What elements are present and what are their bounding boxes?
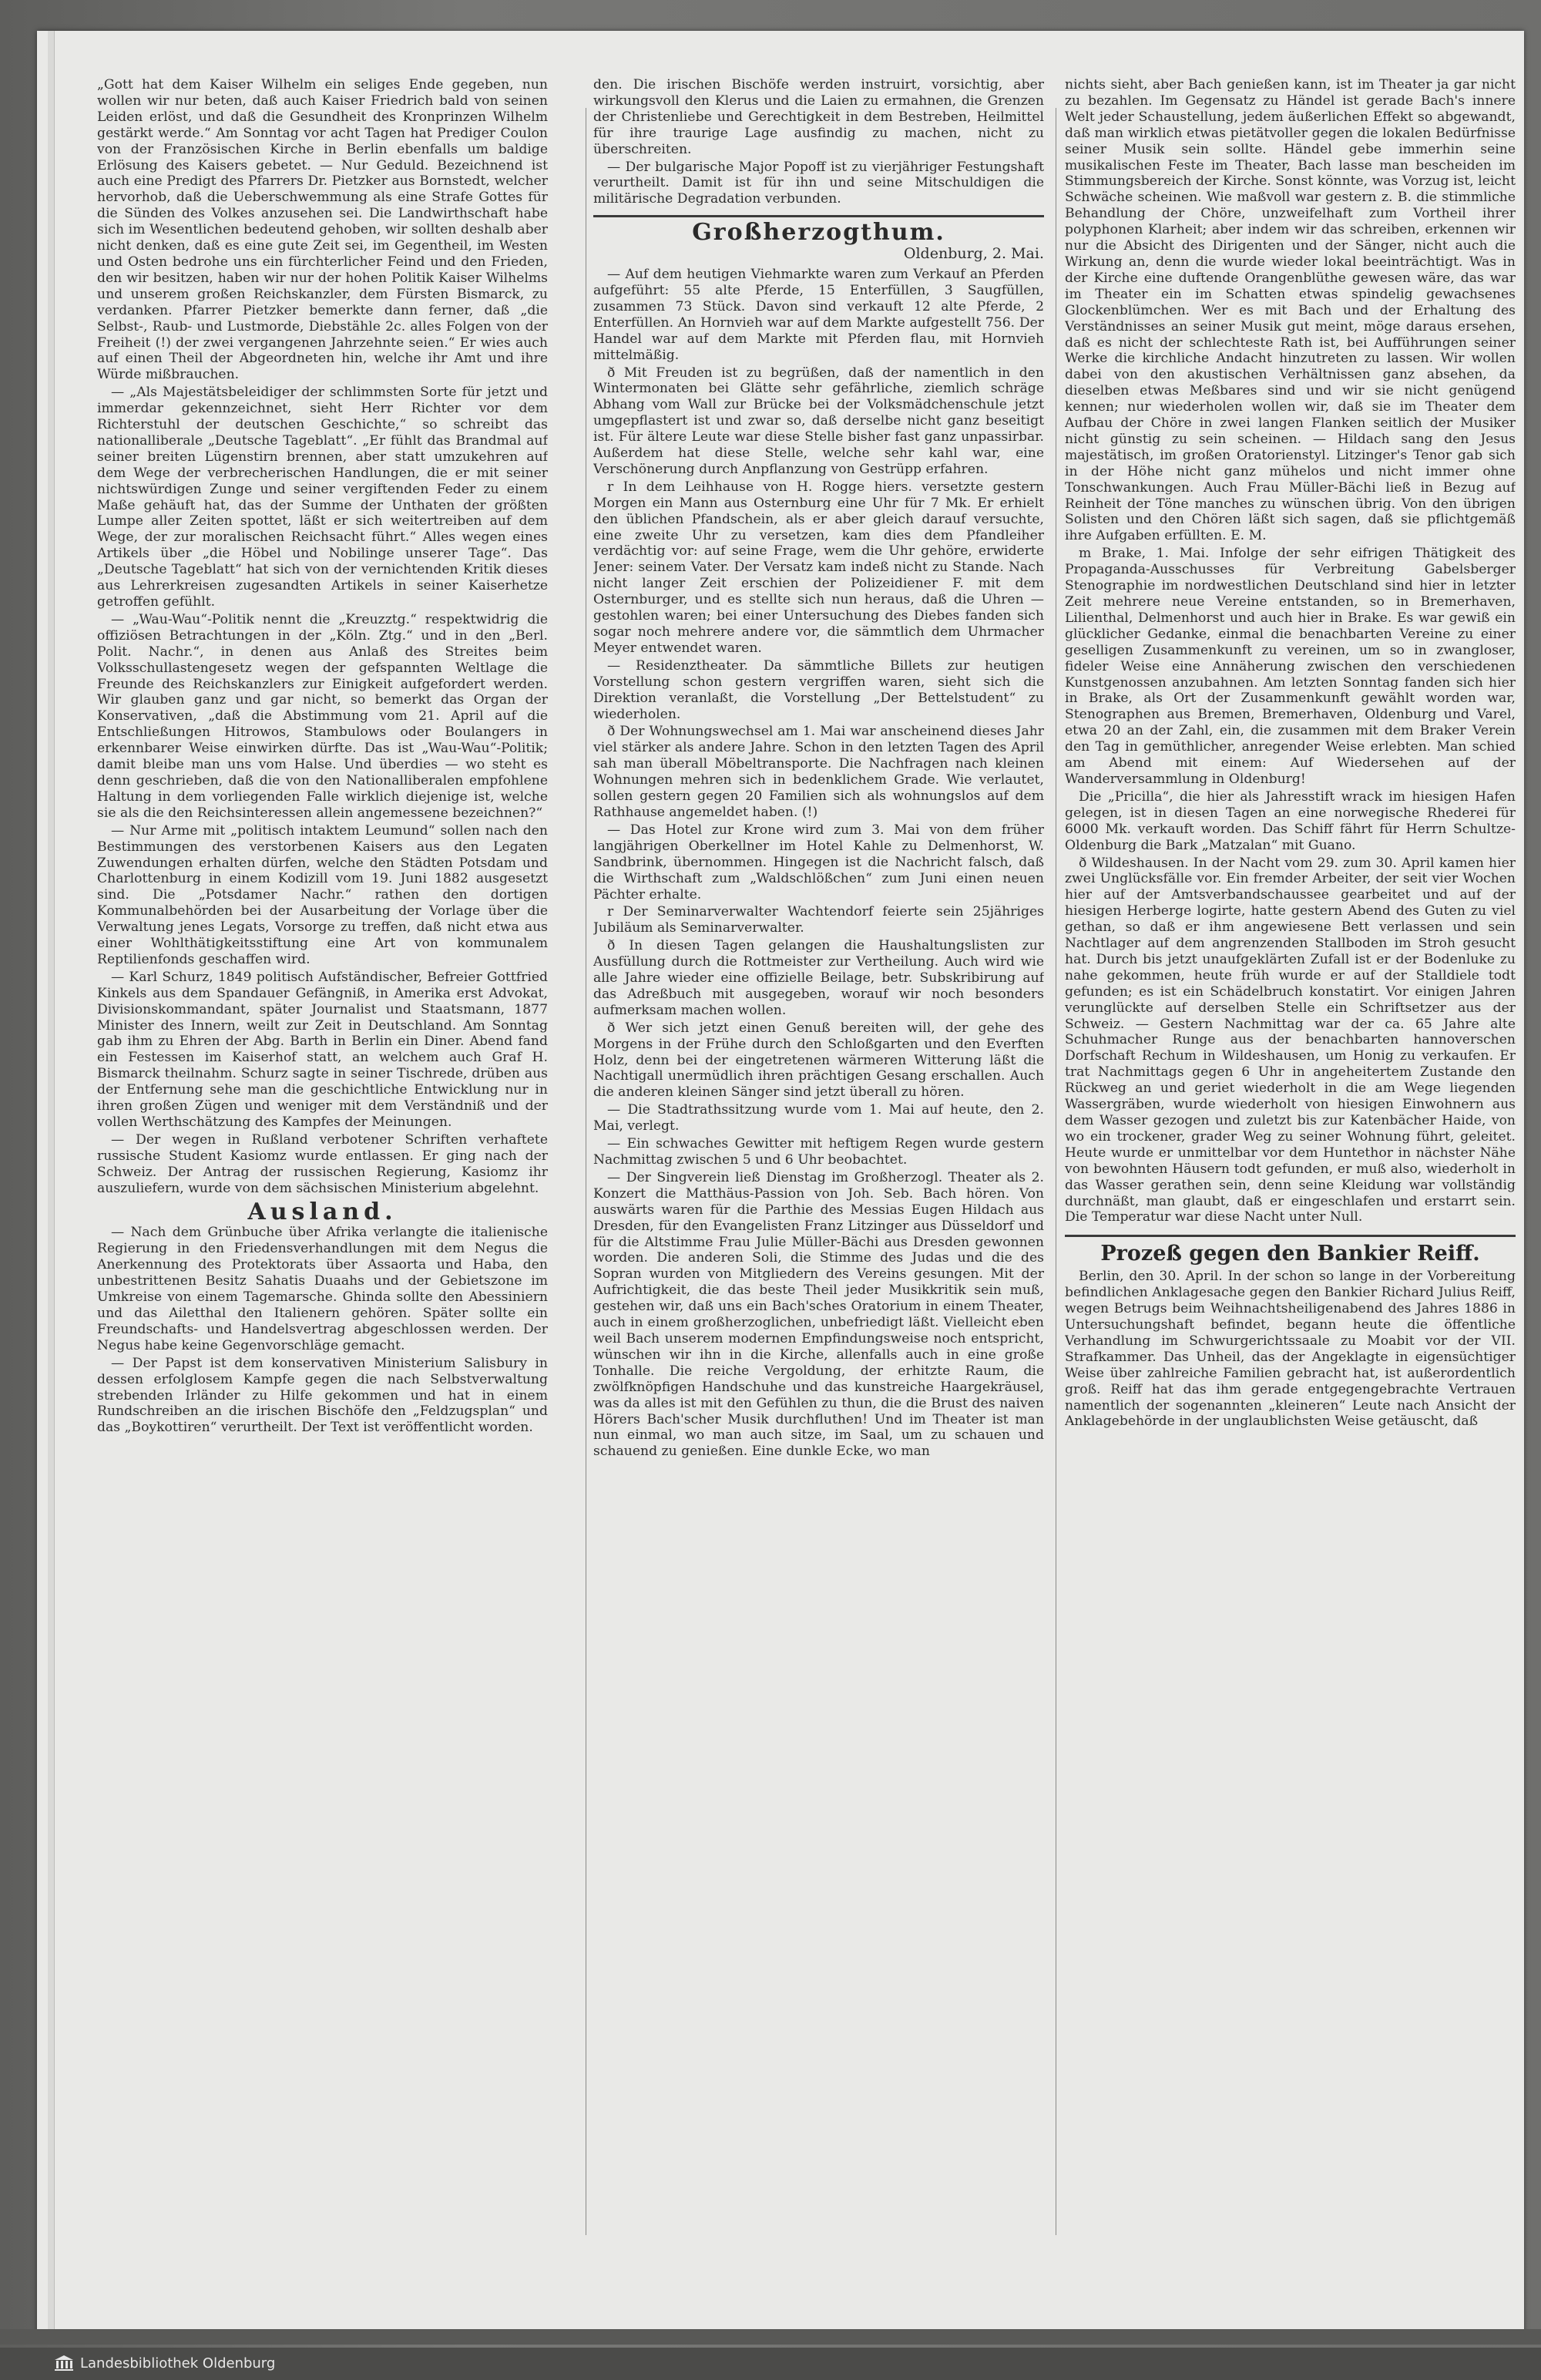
- paragraph: Die „Pricilla“, die hier als Jahresstift wrack im hiesigen Hafen gelegen, ist in diesen Tagen an eine norwegische Rhederei für 6000 Mk. verkauft worden. Das Schiff fährt für Herrn Schultze-Oldenburg die Bark „Matzalan“ mit Guano.: [1065, 788, 1516, 853]
- paragraph: m Brake, 1. Mai. Infolge der sehr eifrigen Thätigkeit des Propaganda-Ausschusses für Verbreitung Gabelsberger Stenographie im nordwestlichen Deutschland sind hier in letzter Zeit mehrere neue Vereine entstanden, so in Bremerhaven, Lilienthal, Delmenhorst und auch hier in Brake. Es war gewiß ein glücklicher Gedanke, einmal die benachbarten Vereine zu einer geselligen Zusammenkunft zu vereinen, um so in zwangloser, fideler Weise eine Annäherung zwischen den verschiedenen Kunstgenossen anzubahnen. Am letzten Sonntag fanden sich hier in Brake, als Ort der Zusammenkunft gewählt worden war, Stenographen aus Bremen, Bremerhaven, Oldenburg und Varel, etwa 20 an der Zahl, ein, die zusammen mit dem Braker Verein den Tag in gemüthlicher, anregender Weise erlebten. Man schied am Abend mit einem: Auf Wiedersehen auf der Wanderversammlung in Oldenburg!: [1065, 546, 1516, 787]
- section-heading-ausland: Ausland.: [247, 1198, 398, 1225]
- paragraph: — „Wau-Wau“-Politik nennt die „Kreuzztg.“ respektwidrig die offiziösen Betrachtungen in der „Köln. Ztg.“ und in den „Berl. Polit. Nachr.“, in denen aus Anlaß des Streites beim Volksschullastengesetz wegen der gefspannten Weltlage die Freunde des Reichskanzlers zur Einigkeit aufgefordert werden. Wir glauben ganz und gar nicht, so bemerkt das Organ der Konservativen, „daß die Abstimmung vom 21. April auf die Entschließungen Hitrowos, Stambulows oder Boulangers in erkennbarer Weise einwirken dürfte. Das ist „Wau-Wau“-Politik; damit bleibe man uns vom Halse. Und überdies — wo steht es denn geschrieben, daß die von den Nationalliberalen empfohlene Haltung in dem vorliegenden Falle wirklich diejenige ist, welche sie als die den Reichsinteressen allein angemessene bezeichnen?“: [97, 611, 548, 821]
- paragraph: nichts sieht, aber Bach genießen kann, ist im Theater ja gar nicht zu bezahlen. Im Gegensatz zu Händel ist gerade Bach's innere Welt jeder Schaustellung, jedem äußerlichen Effekt so abgewandt, daß man wirklich etwas pietätvoller gegen die lokalen Bedürfnisse seiner Musik sein sollte. Händel gebe immerhin seine musikalischen Feste im Theater, Bach lasse man bescheiden im Stimmungsbereich der Kirche. Sonst könnte, was Vorzug ist, leicht Schwäche scheinen. Wie maßvoll war gestern z. B. die stimmliche Behandlung der Chöre, unzweifelhaft zum Vortheil ihrer polyphonen Klarheit; aber indem wir das schreiben, erkennen wir nur die Absicht des Dirigenten und der Sänger, nicht auch die Wirkung an, denn die wurde wieder lokal beeinträchtigt. Was in der Kirche eine duftende Orangenblüthe gewesen wäre, das war im Theater ein im Schatten etwas spindelig gewachsenes Glockenblümchen. Wer es mit Bach und der Erhaltung des Verständnisses an seiner Musik gut meint, möge daraus ersehen, daß es nicht der schlechteste Rath ist, bei Aufführungen seiner Werke die kirchliche Andacht hinzutreten zu lassen. Wir wollen dabei von den akustischen Verhältnissen ganz absehen, da dieselben etwas Meßbares sind und wir sie nicht genügend kennen; nur wiederholen wollen wir, daß sie im Theater dem Aufbau der Chöre in zwei langen Flanken seitlich der Musiker nicht günstig zu sein scheinen. — Hildach sang den Jesus majestätisch, im großen Oratorienstyl. Litzinger's Tenor gab sich in der Höhe nicht ganz mühelos und nicht immer ohne Tonschwankungen. Auch Frau Müller-Bächi ließ in Bezug auf Reinheit der Töne manches zu wünschen übrig. Von den übrigen Solisten und den Chören läßt sich sagen, daß sie pflichtgemäß ihre Aufgaben erfüllten. E. M.: [1065, 77, 1516, 544]
- paragraph: — Auf dem heutigen Viehmarkte waren zum Verkauf an Pferden aufgeführt: 55 alte Pferde, 15 Enterfüllen, 3 Saugfüllen, zusammen 73 Stück. Davon sind verkauft 12 alte Pferde, 2 Enterfüllen. An Hornvieh war auf dem Markte aufgestellt 756. Der Handel war auf dem Markte mit Pferden flau, mit Hornvieh mittelmäßig.: [593, 267, 1044, 363]
- article-rule: [1065, 1235, 1516, 1237]
- paragraph: — Der bulgarische Major Popoff ist zu vierjähriger Festungshaft verurtheilt. Damit ist für ihn und seine Mitschuldigen die militärische Degradation verbunden.: [593, 159, 1044, 207]
- column-1: [97, 77, 548, 2081]
- paragraph: — Nur Arme mit „politisch intaktem Leumund“ sollen nach den Bestimmungen des verstorbenen Kaisers aus den Legaten Zuwendungen erhalten dürfen, welche den Städten Potsdam und Charlottenburg in einem Kodizill vom 19. Juni 1882 ausgesetzt sind. Die „Potsdamer Nachr.“ rathen den dortigen Kommunalbehörden bei der Ausarbeitung der Vorlage über die Verwaltung jenes Legats, Vorsorge zu treffen, daß nicht etwa aus einer Wohlthätigkeitsstiftung eine Art von kommunalem Reptilienfonds geschaffen wird.: [97, 822, 548, 967]
- paragraph: ð Der Wohnungswechsel am 1. Mai war anscheinend dieses Jahr viel stärker als andere Jahre. Schon in den letzten Tagen des April sah man überall Möbeltransporte. Die Nachfragen nach kleinen Wohnungen mehren sich in bedenklichem Grade. Wie verlautet, sollen gestern gegen 20 Familien sich als wohnungslos auf dem Rathhause angemeldet haben. (!): [593, 724, 1044, 820]
- paragraph: ð Wer sich jetzt einen Genuß bereiten will, der gehe des Morgens in der Frühe durch den Schloßgarten und den Everften Holz, denn bei der eingetretenen wärmeren Witterung läßt die Nachtigall unermüdlich ihren prächtigen Gesang erschallen. Auch die anderen kleinen Sänger sind jetzt überall zu hören.: [593, 1020, 1044, 1101]
- scan-margin-strip: [0, 2329, 1541, 2345]
- column-2: [593, 77, 1044, 2235]
- paragraph: — Residenztheater. Da sämmtliche Billets zur heutigen Vorstellung schon gestern vergriffen waren, sieht sich die Direktion veranlaßt, die Vorstellung „Der Bettelstudent“ zu wiederholen.: [593, 657, 1044, 722]
- paragraph: — Karl Schurz, 1849 politisch Aufständischer, Befreier Gottfried Kinkels aus dem Spandauer Gefängniß, in Amerika erst Advokat, Divisionskommandant, später Journalist und Staatsmann, 1877 Minister des Innern, weilt zur Zeit in Deutschland. Am Sonntag gab ihm zu Ehren der Abg. Barth in Berlin ein Diner. Abend fand ein Festessen im Kaiserhof statt, an welchem auch Graf H. Bismarck theilnahm. Schurz sagte in seiner Tischrede, drüben aus der Entfernung sehe man die geschichtliche Entwicklung nur in ihren großen Zügen und weniger mit dem Verständniß und der vollen Werthschätzung des Kampfes der Meinungen.: [97, 969, 548, 1130]
- section-heading-grossherzogthum: Großherzogthum.: [692, 219, 945, 247]
- article-title: Prozeß gegen den Bankier Reiff.: [1100, 1242, 1480, 1266]
- paragraph: — Der Singverein ließ Dienstag im Großherzogl. Theater als 2. Konzert die Matthäus-Passion von Joh. Seb. Bach hören. Von auswärts waren für die Parthie des Messias Eugen Hildach aus Dresden, für den Evangelisten Franz Litzinger aus Düsseldorf und für die Altstimme Frau Julie Müller-Bächi aus Dresden gewonnen worden. Die anderen Soli, die Stimme des Judas und die des Sopran wurden von Mitgliedern des Vereins gesungen. Mit der Aufrichtigkeit, die das beste Theil jeder Musikkritik sein muß, gestehen wir, daß uns ein Bach'sches Oratorium in einem Theater, auch in einem großherzoglichen, unbefriedigt läßt. Vielleicht eben weil Bach unserem modernen Empfindungsweise noch entspricht, wünschen wir ihn in die Kirche, allenfalls auch in eine große Tonhalle. Die reiche Vergoldung, der erhitzte Raum, die zwölfknöpfigen Handschuhe und das kunstreiche Haargekräusel, was da alles ist mit den Gefühlen zu thun, die die Brust des naiven Hörers Bach'scher Musik durchfluthen! Und im Theater ist man nun einmal, wo man auch sitze, im Saal, um zu schauen und schauend zu genießen. Eine dunkle Ecke, wo man: [593, 1169, 1044, 1460]
- paragraph: — Die Stadtrathssitzung wurde vom 1. Mai auf heute, den 2. Mai, verlegt.: [593, 1102, 1044, 1135]
- paragraph: Berlin, den 30. April. In der schon so lange in der Vorbereitung befindlichen Anklagesache gegen den Bankier Richard Julius Reiff, wegen Betrugs beim Weihnachtsheiligenabend des Jahres 1886 in Untersuchungshaft befindet, begann heute die öffentliche Verhandlung im Schwurgerichtssaale zu Moabit vor der VII. Strafkammer. Das Unheil, das der Angeklagte in eigensüchtiger Weise über zahlreiche Familien gebracht hat, ist außerordentlich groß. Reiff hat das ihm gerade entgegengebrachte Vertrauen namentlich der sogenannten „kleineren“ Leute nach Ansicht der Anklagebehörde in der unglaublichsten Weise getäuscht, daß: [1065, 1269, 1516, 1430]
- paragraph: — Ein schwaches Gewitter mit heftigem Regen wurde gestern Nachmittag zwischen 5 und 6 Uhr beobachtet.: [593, 1136, 1044, 1168]
- paragraph: — Der wegen in Rußland verbotener Schriften verhaftete russische Student Kasiomz wurde entlassen. Er ging nach der Schweiz. Der Antrag der russischen Regierung, Kasiomz ihr auszuliefern, wurde von dem sächsischen Ministerium abgelehnt.: [97, 1131, 548, 1196]
- paragraph: — Nach dem Grünbuche über Afrika verlangte die italienische Regierung in den Friedensverhandlungen mit dem Negus die Anerkennung des Protektorats über Assaorta und Haba, den unbestrittenen Besitz Sahatis Duaahs und der Gebietszone im Umkreise von einem Tagemarsche. Ghinda sollte den Abessiniern und das Ailetthal den Italienern gehören. Später sollte ein Freundschafts- und Handelsvertrag abgeschlossen werden. Der Negus habe keine Gegenvorschläge gemacht.: [97, 1225, 548, 1353]
- paragraph: ð Wildeshausen. In der Nacht vom 29. zum 30. April kamen hier zwei Unglücksfälle vor. Ein fremder Arbeiter, der seit vier Wochen hier auf der Amtsverbandschaussee gearbeitet und auf der hiesigen Herberge logirte, hatte gestern Abend des Guten zu viel gethan, so daß er ihm angewiesene Bett verlassen und sein Nachtlager auf dem angrenzenden Stallboden im Stroh gesucht hat. Durch bis jetzt unaufgeklärten Zufall ist er der Bodenluke zu nahe gekommen, heute früh wurde er auf der Stalldiele todt gefunden; es ist ein Schädelbruch konstatirt. Vor einigen Jahren verunglückte auf derselben Stelle ein Schriftsetzer aus der Schweiz. — Gestern Nachmittag war der ca. 65 Jahre alte Schuhmacher Runge aus der benachbarten hannoverschen Dorfschaft Rechum in Wildeshausen, um Honig zu verkaufen. Er trat Nachmittags gegen 6 Uhr in angeheitertem Zustande den Rückweg an und geriet wiederholt in die am Wege liegenden Wassergräben, wurde wiederholt von hiesigen Einwohnern aus dem Wasser gezogen und zuletzt bis zur Katenbächer Haide, von wo ein trockener, grader Weg zu seiner Wohnung führt, geleitet. Heute wurde er unmittelbar vor dem Huntethor in nächster Nähe von bewohnten Häusern todt gefunden, er muß also, wiederholt in das Wasser gerathen sein, denn seine Kleidung war vollständig durchnäßt, man glaubt, daß er eingeschlafen und erstarrt sein. Die Temperatur war diese Nacht unter Null.: [1065, 855, 1516, 1225]
- page-binding-edge: [48, 31, 55, 2335]
- paragraph: r In dem Leihhause von H. Rogge hiers. versetzte gestern Morgen ein Mann aus Osternburg eine Uhr für 7 Mk. Er erhielt den üblichen Pfandschein, als er aber gleich darauf versuchte, eine zweite Uhr zu versetzen, kam dies dem Pfandleiher verdächtig vor: auf seine Frage, wem die Uhr gehöre, erwiderte Jener: seinem Vater. Der Versatz kam indeß nicht zu Stande. Nach nicht langer Zeit erschien der Polizeidiener F. mit dem Osternburger, und es stellte sich nun heraus, daß die Uhren — gestohlen waren; bei einer Untersuchung des Diebes fanden sich sogar noch mehrere andere vor, die sämmtlich dem Uhrmacher Meyer entwendet waren.: [593, 479, 1044, 656]
- paragraph: — Der Papst ist dem konservativen Ministerium Salisbury in dessen erfolglosem Kampfe gegen die nach Selbstverwaltung strebenden Irländer zu Hilfe gekommen und hat in einem Rundschreiben an die irischen Bischöfe den „Feldzugsplan“ und das „Boykottiren“ verurtheilt. Der Text ist veröffentlicht worden.: [97, 1355, 548, 1436]
- footer-library-name: Landesbibliothek Oldenburg: [80, 2355, 276, 2372]
- paragraph: — Das Hotel zur Krone wird zum 3. Mai von dem früher langjährigen Oberkellner im Hotel Kahle zu Delmenhorst, W. Sandbrink, übernommen. Hingegen ist die Nachricht falsch, daß die Wirthschaft zum „Waldschlößchen“ zum Juni einen neuen Pächter erhalte.: [593, 822, 1044, 903]
- section-rule: [593, 215, 1044, 217]
- paragraph: ð In diesen Tagen gelangen die Haushaltungslisten zur Ausfüllung durch die Rottmeister zur Vertheilung. Auch wird wie alle Jahre wieder eine offizielle Beilage, betr. Subskribirung auf das Adreßbuch mit ausgegeben, worauf wir noch besonders aufmerksam machen wollen.: [593, 938, 1044, 1018]
- dateline: Oldenburg, 2. Mai.: [903, 245, 1044, 263]
- column-3: [1065, 77, 1516, 2235]
- paragraph: — „Als Majestätsbeleidiger der schlimmsten Sorte für jetzt und immerdar gekennzeichnet, sieht Herr Richter vor dem Richterstuhl der deutschen Geschichte,“ so schreibt das nationalliberale „Deutsche Tageblatt“. „Er fühlt das Brandmal auf seiner breiten Lügenstirn brennen, aber statt umzukehren auf dem Wege der verbrecherischen Handlungen, die er mit seiner nichtswürdigen Zunge und seiner vergiftenden Feder zu einem Maße gehäuft hat, das der Summe der Unthaten der größten Lumpe aller Zeiten spottet, läßt er sich weitertreiben auf dem Wege, der zur moralischen Reichsacht führt.“ Alles wegen eines Artikels über „die Höbel und Nobilinge unserer Tage“. Das „Deutsche Tageblatt“ hat sich von der vernichtenden Kritik dieses aus Lehrerkreisen zugesandten Artikels in seiner Kaiserhetze getroffen gefühlt.: [97, 385, 548, 610]
- library-building-icon: [54, 2355, 74, 2372]
- paragraph: ð Mit Freuden ist zu begrüßen, daß der namentlich in den Wintermonaten bei Glätte sehr gefährliche, ziemlich schräge Abhang vom Wall zur Brücke bei der Volksmädchenschule jetzt umgepflastert ist und zwar so, daß derselbe nicht ganz beseitigt ist. Für ältere Leute war diese Stelle bisher fast ganz unpassirbar. Außerdem hat diese Stelle, welche sehr kahl war, eine Verschönerung durch Anpflanzung von Gestrüpp erfahren.: [593, 365, 1044, 477]
- paragraph: „Gott hat dem Kaiser Wilhelm ein seliges Ende gegeben, nun wollen wir nur beten, daß auch Kaiser Friedrich bald von seinen Leiden erlöst, und daß die Gesundheit des Kronprinzen Wilhelm gestärkt werde.“ Am Sonntag vor acht Tagen hat Prediger Coulon von der Französischen Kirche in Berlin ebenfalls um baldige Erlösung des Kaisers gebetet. — Nur Geduld. Bezeichnend ist auch eine Predigt des Pfarrers Dr. Pietzker aus Bornstedt, welcher hervorhob, daß die Ueberschwemmung als eine Strafe Gottes für die Sünden des Volkes anzusehen sei. Die Landwirthschaft habe sich im Wesentlichen bedeutend gehoben, wir sollten deshalb aber nicht denken, daß es eine gute Zeit sei, im Gegentheil, im Westen und Osten bedrohe uns ein fürchterlicher Feind und den Frieden, den wir besitzen, haben wir nur der hohen Politik Kaiser Wilhelms und unserem großen Reichskanzler, dem Fürsten Bismarck, zu verdanken. Pfarrer Pietzker bemerkte dann ferner, daß „die Selbst-, Raub- und Lustmorde, Diebstähle 2c. alles Folgen von der Freiheit (!) der zwei vergangenen Jahrzehnte seien.“ Er wies auch auf einen Theil der Abgeordneten hin, welche ihr Amt und ihre Würde mißbrauchen.: [97, 77, 548, 383]
- paragraph: den. Die irischen Bischöfe werden instruirt, vorsichtig, aber wirkungsvoll den Klerus und die Laien zu ermahnen, die Grenzen der Christenliebe und Gerechtigkeit in dem Bestreben, Heilmittel für ihre traurige Lage ausfindig zu machen, nicht zu überschreiten.: [593, 77, 1044, 157]
- paragraph: r Der Seminarverwalter Wachtendorf feierte sein 25jähriges Jubiläum als Seminarverwalter.: [593, 904, 1044, 936]
